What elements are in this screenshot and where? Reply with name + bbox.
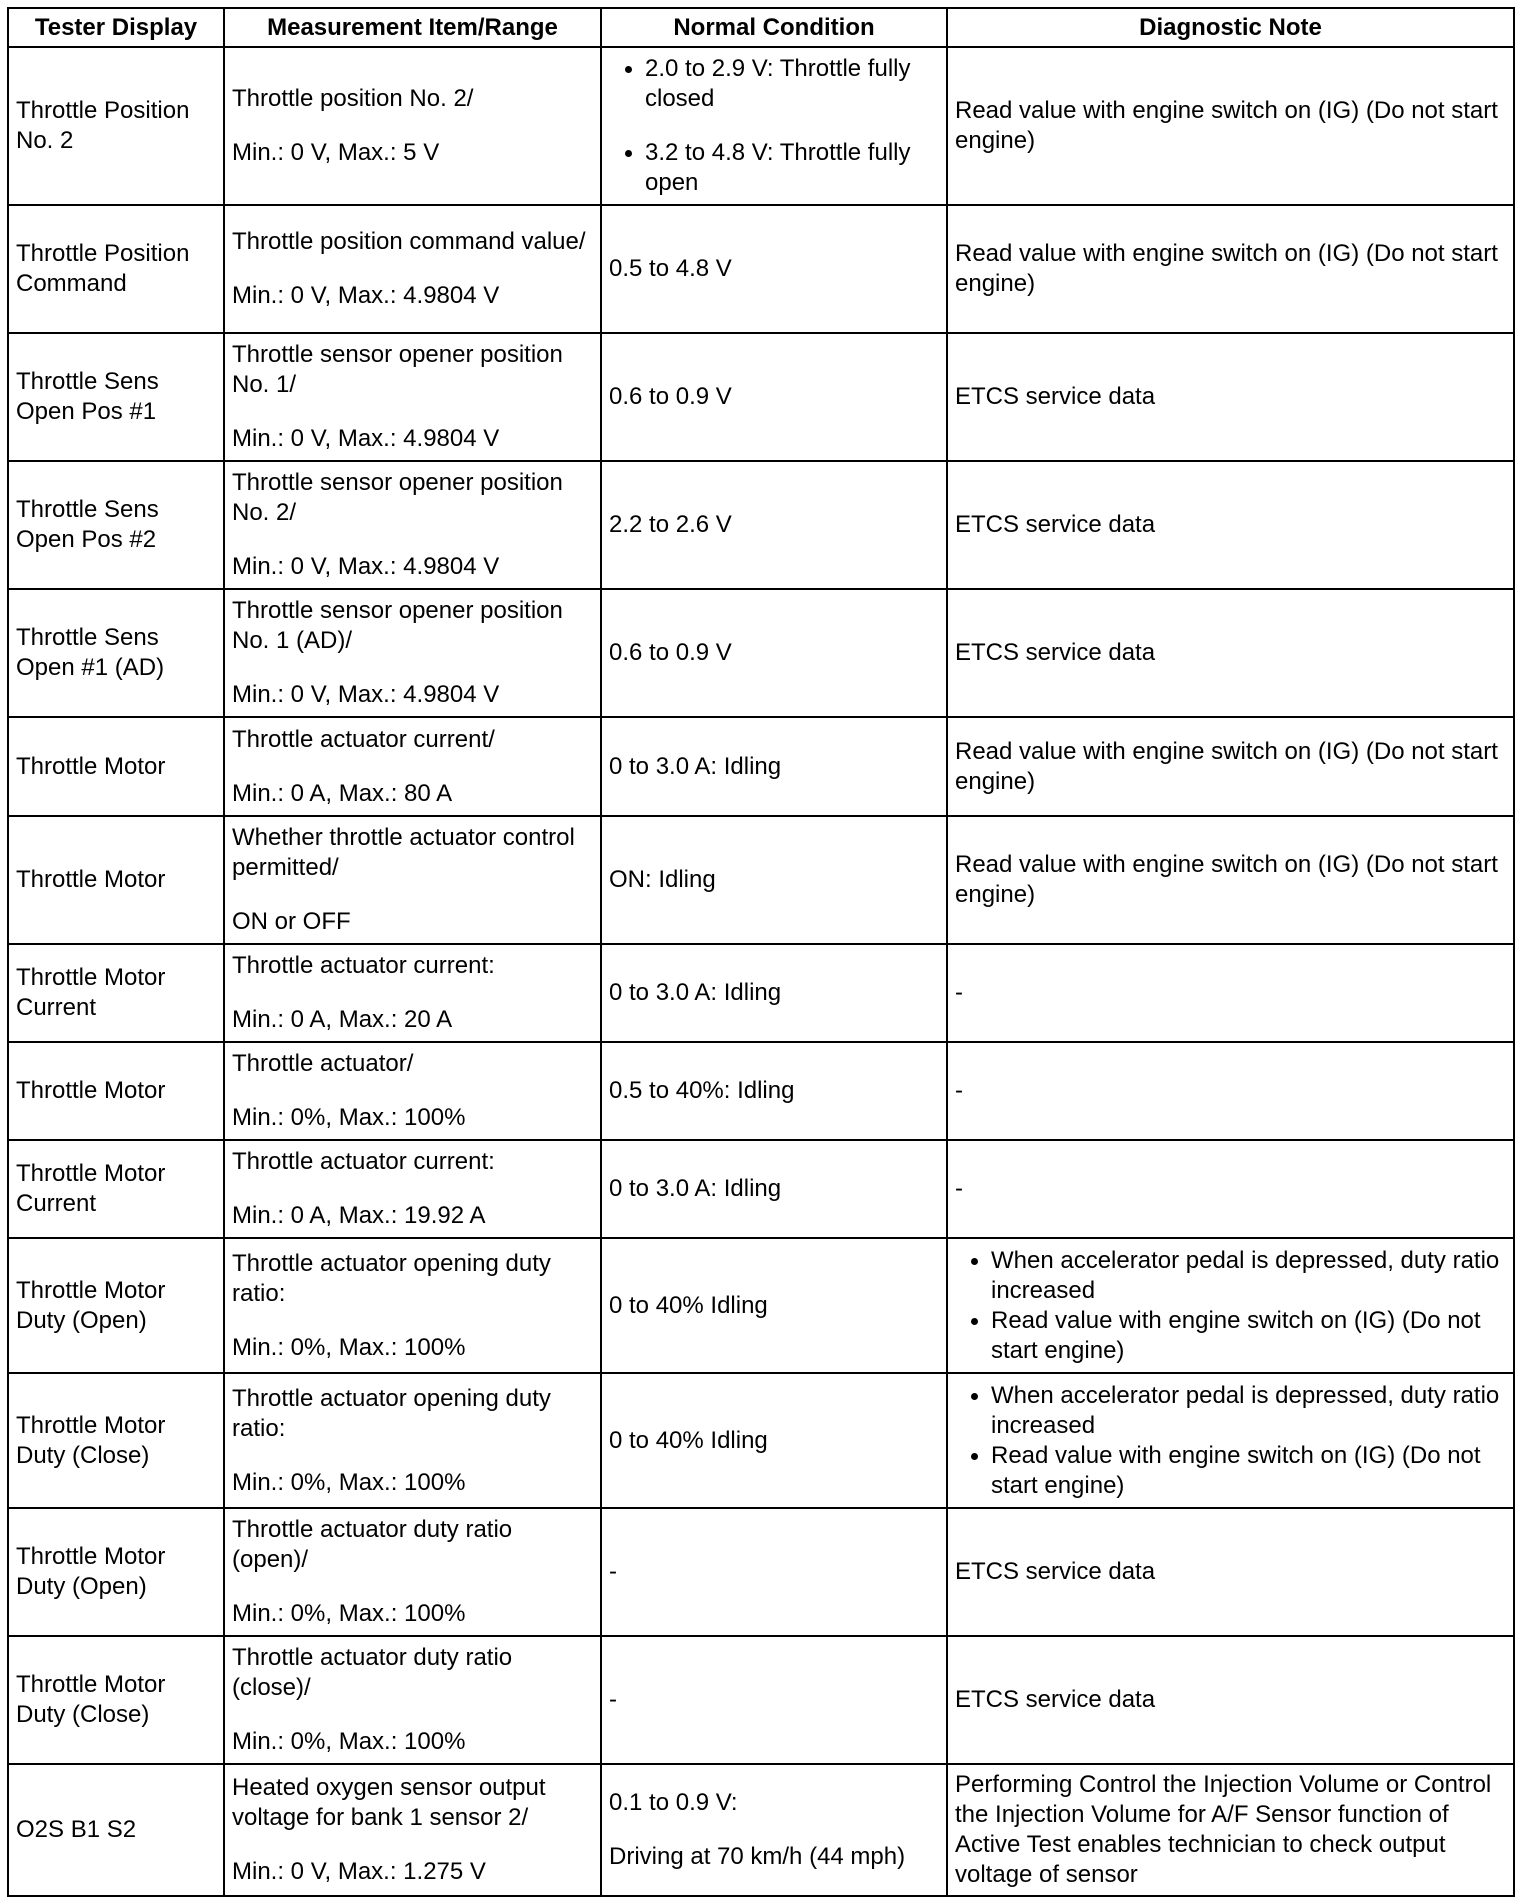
- measurement-range: Min.: 0 V, Max.: 4.9804 V: [232, 681, 500, 708]
- data-list-table-container: [7, 7, 1513, 1897]
- measurement-item: Throttle actuator current:: [232, 952, 495, 979]
- table-row: [8, 717, 1514, 816]
- measurement-cell: [224, 1373, 601, 1508]
- measurement-item: Throttle actuator current/: [232, 725, 495, 753]
- measurement-range: Min.: 0 V, Max.: 5 V: [232, 139, 440, 166]
- diagnostic-note-cell: -: [947, 1140, 1514, 1238]
- normal-condition-cell: 0.5 to 40%: Idling: [601, 1042, 947, 1140]
- table-row: [8, 461, 1514, 589]
- list-item: • Read value with engine switch on (IG) (Do not start engine): [991, 1441, 1506, 1501]
- diagnostic-note-cell: ETCS service data: [947, 1636, 1514, 1764]
- table-row: [8, 944, 1514, 1042]
- normal-condition-cell: 0 to 40% Idling: [601, 1373, 947, 1508]
- table-row: [8, 1636, 1514, 1764]
- header-normal-condition: Normal Condition: [601, 8, 947, 47]
- measurement-range: Min.: 0%, Max.: 100%: [232, 1104, 466, 1131]
- header-tester-display: Tester Display: [8, 8, 224, 47]
- list-item: • Read value with engine switch on (IG) (Do not start engine): [991, 1306, 1506, 1366]
- measurement-item: Heated oxygen sensor output voltage for bank 1 sensor 2/: [232, 1774, 546, 1831]
- normal-condition-cell: 0.5 to 4.8 V: [601, 205, 947, 333]
- header-row: [8, 8, 1514, 47]
- table-row: [8, 333, 1514, 461]
- diagnostic-note-cell: Read value with engine switch on (IG) (Do not start engine): [947, 47, 1514, 205]
- normal-condition-cell: -: [601, 1636, 947, 1764]
- table-row: [8, 1764, 1514, 1896]
- tester-display-cell: O2S B1 S2: [8, 1764, 224, 1896]
- table-row: [8, 1508, 1514, 1636]
- table-row: [8, 1373, 1514, 1508]
- measurement-range: Min.: 0 V, Max.: 4.9804 V: [232, 425, 500, 452]
- measurement-item: Throttle actuator opening duty ratio:: [232, 1384, 551, 1442]
- diagnostic-note-cell: Performing Control the Injection Volume or Control the Injection Volume for A/F Sensor function of Active Test enables technician to check output voltage of sensor: [947, 1764, 1514, 1896]
- diagnostic-note-cell: -: [947, 1042, 1514, 1140]
- measurement-cell: [224, 1764, 601, 1896]
- tester-display-cell: Throttle Motor Current: [8, 1140, 224, 1238]
- normal-condition-cell: 2.2 to 2.6 V: [601, 461, 947, 589]
- normal-condition-cell: 0.6 to 0.9 V: [601, 589, 947, 717]
- diagnostic-note-cell: Read value with engine switch on (IG) (Do not start engine): [947, 816, 1514, 944]
- measurement-cell: [224, 944, 601, 1042]
- measurement-item: Throttle actuator duty ratio (open)/: [232, 1516, 513, 1573]
- normal-condition-cell: 0 to 3.0 A: Idling: [601, 944, 947, 1042]
- table-row: [8, 1238, 1514, 1373]
- header-diagnostic-note: Diagnostic Note: [947, 8, 1514, 47]
- diagnostic-note-cell: ETCS service data: [947, 333, 1514, 461]
- measurement-cell: [224, 1042, 601, 1140]
- normal-condition-detail: Driving at 70 km/h (44 mph): [609, 1843, 906, 1870]
- measurement-cell: [224, 333, 601, 461]
- measurement-cell: [224, 205, 601, 333]
- diagnostic-note-cell: [947, 1373, 1514, 1508]
- normal-condition-cell: 0 to 3.0 A: Idling: [601, 1140, 947, 1238]
- header-measurement-item: Measurement Item/Range: [224, 8, 601, 47]
- measurement-item: Throttle position No. 2/: [232, 85, 474, 112]
- diagnostic-note-cell: ETCS service data: [947, 461, 1514, 589]
- normal-condition-value: 0.1 to 0.9 V:: [609, 1789, 738, 1816]
- list-item: • 2.0 to 2.9 V: Throttle fully closed: [645, 54, 939, 114]
- normal-condition-cell: 0.6 to 0.9 V: [601, 333, 947, 461]
- measurement-cell: [224, 1508, 601, 1636]
- list-item: • When accelerator pedal is depressed, duty ratio increased: [991, 1246, 1506, 1306]
- tester-display-cell: Throttle Motor Duty (Open): [8, 1508, 224, 1636]
- measurement-range: Min.: 0%, Max.: 100%: [232, 1600, 466, 1627]
- diagnostic-note-cell: ETCS service data: [947, 1508, 1514, 1636]
- measurement-range: Min.: 0 A, Max.: 80 A: [232, 779, 453, 807]
- measurement-item: Throttle sensor opener position No. 1 (AD)/: [232, 597, 563, 654]
- data-list-table: [7, 7, 1515, 1897]
- measurement-cell: [224, 816, 601, 944]
- measurement-range: Min.: 0%, Max.: 100%: [232, 1468, 466, 1496]
- tester-display-cell: Throttle Sens Open Pos #1: [8, 333, 224, 461]
- measurement-item: Throttle actuator opening duty ratio:: [232, 1249, 551, 1307]
- tester-display-cell: Throttle Sens Open Pos #2: [8, 461, 224, 589]
- measurement-item: Throttle actuator current:: [232, 1148, 495, 1175]
- measurement-cell: [224, 461, 601, 589]
- normal-condition-cell: [601, 1764, 947, 1896]
- measurement-range: Min.: 0%, Max.: 100%: [232, 1333, 466, 1361]
- diagnostic-note-list: [955, 1381, 1506, 1501]
- measurement-cell: [224, 1140, 601, 1238]
- tester-display-cell: Throttle Motor Duty (Close): [8, 1636, 224, 1764]
- normal-condition-list: [609, 54, 939, 198]
- diagnostic-note-cell: -: [947, 944, 1514, 1042]
- tester-display-cell: Throttle Position Command: [8, 205, 224, 333]
- measurement-item: Throttle actuator duty ratio (close)/: [232, 1644, 513, 1701]
- tester-display-cell: Throttle Motor: [8, 717, 224, 816]
- diagnostic-note-cell: Read value with engine switch on (IG) (Do not start engine): [947, 205, 1514, 333]
- table-row: [8, 589, 1514, 717]
- table-row: [8, 1042, 1514, 1140]
- measurement-cell: [224, 717, 601, 816]
- normal-condition-cell: -: [601, 1508, 947, 1636]
- measurement-range: Min.: 0 V, Max.: 4.9804 V: [232, 282, 500, 309]
- measurement-range: Min.: 0 A, Max.: 20 A: [232, 1006, 453, 1033]
- measurement-range: Min.: 0 A, Max.: 19.92 A: [232, 1202, 486, 1229]
- tester-display-cell: Throttle Position No. 2: [8, 47, 224, 205]
- measurement-item: Throttle actuator/: [232, 1050, 414, 1077]
- normal-condition-cell: [601, 47, 947, 205]
- normal-condition-cell: ON: Idling: [601, 816, 947, 944]
- measurement-cell: [224, 1238, 601, 1373]
- measurement-item: Throttle sensor opener position No. 1/: [232, 341, 563, 398]
- tester-display-cell: Throttle Motor Current: [8, 944, 224, 1042]
- tester-display-cell: Throttle Sens Open #1 (AD): [8, 589, 224, 717]
- measurement-item: Throttle sensor opener position No. 2/: [232, 469, 563, 526]
- list-item: • When accelerator pedal is depressed, duty ratio increased: [991, 1381, 1506, 1441]
- table-row: [8, 1140, 1514, 1238]
- normal-condition-cell: 0 to 40% Idling: [601, 1238, 947, 1373]
- list-item: • 3.2 to 4.8 V: Throttle fully open: [645, 138, 939, 198]
- measurement-range: Min.: 0 V, Max.: 4.9804 V: [232, 553, 500, 580]
- diagnostic-note-cell: Read value with engine switch on (IG) (Do not start engine): [947, 717, 1514, 816]
- measurement-range: Min.: 0%, Max.: 100%: [232, 1728, 466, 1755]
- normal-condition-cell: 0 to 3.0 A: Idling: [601, 717, 947, 816]
- tester-display-cell: Throttle Motor Duty (Close): [8, 1373, 224, 1508]
- measurement-cell: [224, 589, 601, 717]
- table-row: [8, 47, 1514, 205]
- measurement-range: Min.: 0 V, Max.: 1.275 V: [232, 1858, 486, 1885]
- measurement-item: Throttle position command value/: [232, 228, 586, 255]
- table-row: [8, 205, 1514, 333]
- tester-display-cell: Throttle Motor: [8, 1042, 224, 1140]
- tester-display-cell: Throttle Motor: [8, 816, 224, 944]
- measurement-cell: [224, 1636, 601, 1764]
- measurement-range: ON or OFF: [232, 908, 351, 935]
- diagnostic-note-cell: ETCS service data: [947, 589, 1514, 717]
- measurement-item: Whether throttle actuator control permitted/: [232, 824, 575, 881]
- diagnostic-note-cell: [947, 1238, 1514, 1373]
- diagnostic-note-list: [955, 1246, 1506, 1366]
- tester-display-cell: Throttle Motor Duty (Open): [8, 1238, 224, 1373]
- measurement-cell: [224, 47, 601, 205]
- table-row: [8, 816, 1514, 944]
